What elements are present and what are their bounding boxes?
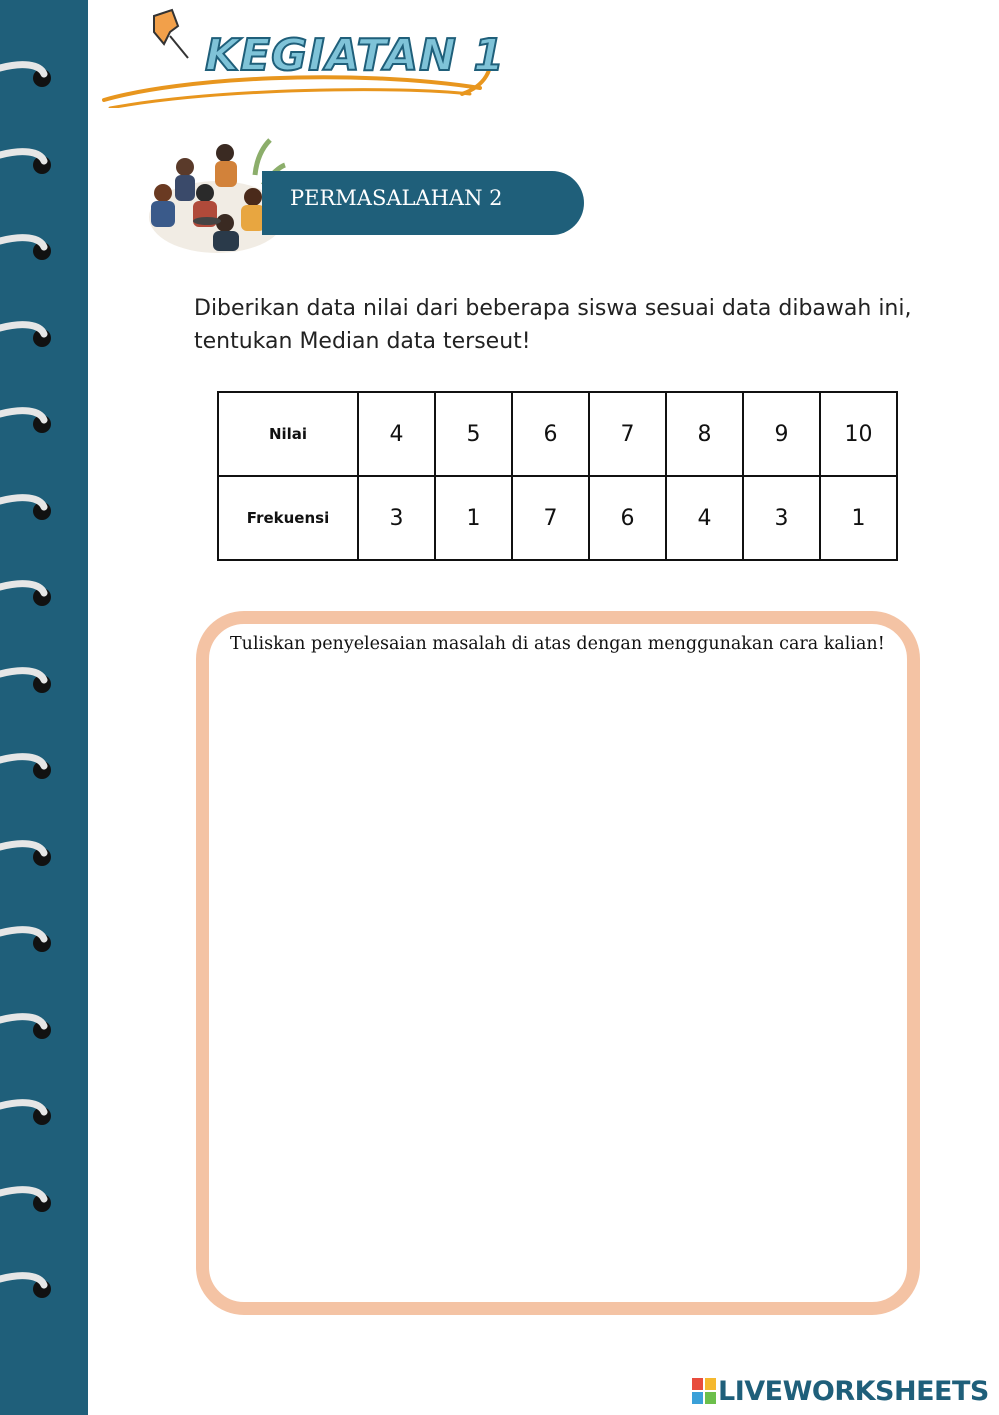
spiral-ring-icon bbox=[0, 145, 60, 185]
table-row-frekuensi bbox=[218, 476, 897, 560]
answer-input[interactable] bbox=[230, 668, 874, 1272]
spiral-ring-icon bbox=[0, 750, 60, 790]
table-row-nilai bbox=[218, 392, 897, 476]
spiral-ring-icon bbox=[0, 318, 60, 358]
row-label-frekuensi: Frekuensi bbox=[218, 476, 358, 560]
nilai-cell: 6 bbox=[512, 392, 589, 476]
nilai-cell: 9 bbox=[743, 392, 820, 476]
nilai-cell: 4 bbox=[358, 392, 435, 476]
spiral-ring-icon bbox=[0, 837, 60, 877]
spiral-ring-icon bbox=[0, 404, 60, 444]
spiral-ring-icon bbox=[0, 1096, 60, 1136]
frequency-table bbox=[217, 391, 898, 561]
answer-prompt: Tuliskan penyelesaian masalah di atas dengan menggunakan cara kalian! bbox=[230, 634, 885, 654]
frekuensi-cell: 3 bbox=[743, 476, 820, 560]
frekuensi-cell: 4 bbox=[666, 476, 743, 560]
frekuensi-cell: 3 bbox=[358, 476, 435, 560]
question-text: Diberikan data nilai dari beberapa siswa sesuai data dibawah ini, tentukan Median data terseut! bbox=[194, 296, 912, 354]
spiral-ring-icon bbox=[0, 58, 60, 98]
spiral-ring-icon bbox=[0, 231, 60, 271]
footer-brand bbox=[692, 1374, 989, 1408]
nilai-cell: 5 bbox=[435, 392, 512, 476]
problem-label: PERMASALAHAN 2 bbox=[290, 186, 503, 210]
frekuensi-cell: 7 bbox=[512, 476, 589, 560]
frekuensi-cell: 1 bbox=[435, 476, 512, 560]
row-label-nilai: Nilai bbox=[218, 392, 358, 476]
spiral-ring-icon bbox=[0, 1183, 60, 1223]
footer-brand-text: LIVEWORKSHEETS bbox=[718, 1375, 989, 1407]
spiral-ring-icon bbox=[0, 1269, 60, 1309]
frekuensi-cell: 1 bbox=[820, 476, 897, 560]
spiral-ring-icon bbox=[0, 923, 60, 963]
page-title: KEGIATAN 1 bbox=[205, 30, 505, 81]
spiral-ring-icon bbox=[0, 491, 60, 531]
spiral-ring-icon bbox=[0, 577, 60, 617]
nilai-cell: 7 bbox=[589, 392, 666, 476]
frekuensi-cell: 6 bbox=[589, 476, 666, 560]
liveworksheets-logo-icon bbox=[692, 1378, 716, 1404]
spiral-ring-icon bbox=[0, 664, 60, 704]
nilai-cell: 10 bbox=[820, 392, 897, 476]
pushpin-icon bbox=[148, 8, 198, 64]
nilai-cell: 8 bbox=[666, 392, 743, 476]
spiral-ring-icon bbox=[0, 1010, 60, 1050]
